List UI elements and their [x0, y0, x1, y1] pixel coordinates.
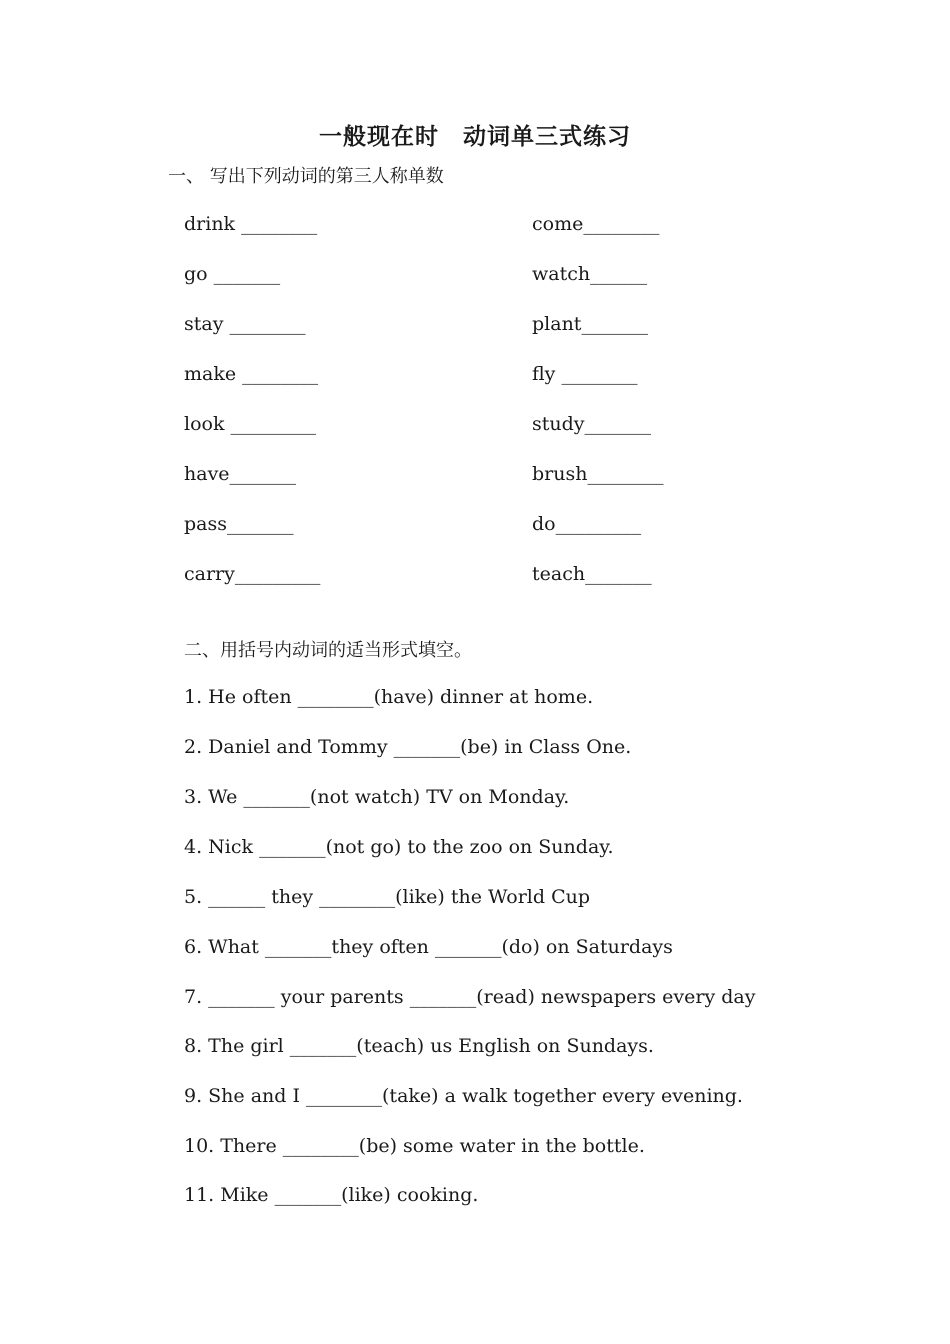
- verb-item-carry[interactable]: carry_________: [184, 563, 321, 585]
- sentence-item-11[interactable]: 11. Mike _______(like) cooking.: [184, 1184, 479, 1206]
- sentence-item-8[interactable]: 8. The girl _______(teach) us English on Sundays.: [184, 1035, 654, 1057]
- verb-item-look[interactable]: look _________: [184, 413, 317, 435]
- section-1-heading: 一、 写出下列动词的第三人称单数: [168, 166, 444, 187]
- sentence-item-1[interactable]: 1. He often ________(have) dinner at home.: [184, 686, 594, 708]
- sentence-item-4[interactable]: 4. Nick _______(not go) to the zoo on Sunday.: [184, 836, 614, 858]
- verb-item-fly[interactable]: fly ________: [532, 363, 638, 385]
- verb-item-stay[interactable]: stay ________: [184, 313, 306, 335]
- verb-item-teach[interactable]: teach_______: [532, 563, 652, 585]
- verb-item-go[interactable]: go _______: [184, 263, 281, 285]
- verb-item-plant[interactable]: plant_______: [532, 313, 648, 335]
- verb-item-pass[interactable]: pass_______: [184, 513, 294, 535]
- sentence-item-2[interactable]: 2. Daniel and Tommy _______(be) in Class One.: [184, 736, 632, 758]
- sentence-item-10[interactable]: 10. There ________(be) some water in the bottle.: [184, 1135, 645, 1157]
- sentence-item-7[interactable]: 7. _______ your parents _______(read) newspapers every day: [184, 986, 756, 1008]
- sentence-item-5[interactable]: 5. ______ they ________(like) the World Cup: [184, 886, 591, 908]
- verb-item-have[interactable]: have_______: [184, 463, 297, 485]
- verb-item-do[interactable]: do_________: [532, 513, 642, 535]
- verb-item-watch[interactable]: watch______: [532, 263, 648, 285]
- sentence-item-9[interactable]: 9. She and I ________(take) a walk together every evening.: [184, 1085, 743, 1107]
- verb-item-come[interactable]: come________: [532, 213, 660, 235]
- verb-item-drink[interactable]: drink ________: [184, 213, 318, 235]
- sentence-item-3[interactable]: 3. We _______(not watch) TV on Monday.: [184, 786, 570, 808]
- verb-item-study[interactable]: study_______: [532, 413, 652, 435]
- verb-item-brush[interactable]: brush________: [532, 463, 664, 485]
- verb-item-make[interactable]: make ________: [184, 363, 319, 385]
- section-2-heading: 二、用括号内动词的适当形式填空。: [184, 640, 472, 661]
- sentence-item-6[interactable]: 6. What _______they often _______(do) on Saturdays: [184, 936, 673, 958]
- page-title: 一般现在时 动词单三式练习: [319, 123, 631, 150]
